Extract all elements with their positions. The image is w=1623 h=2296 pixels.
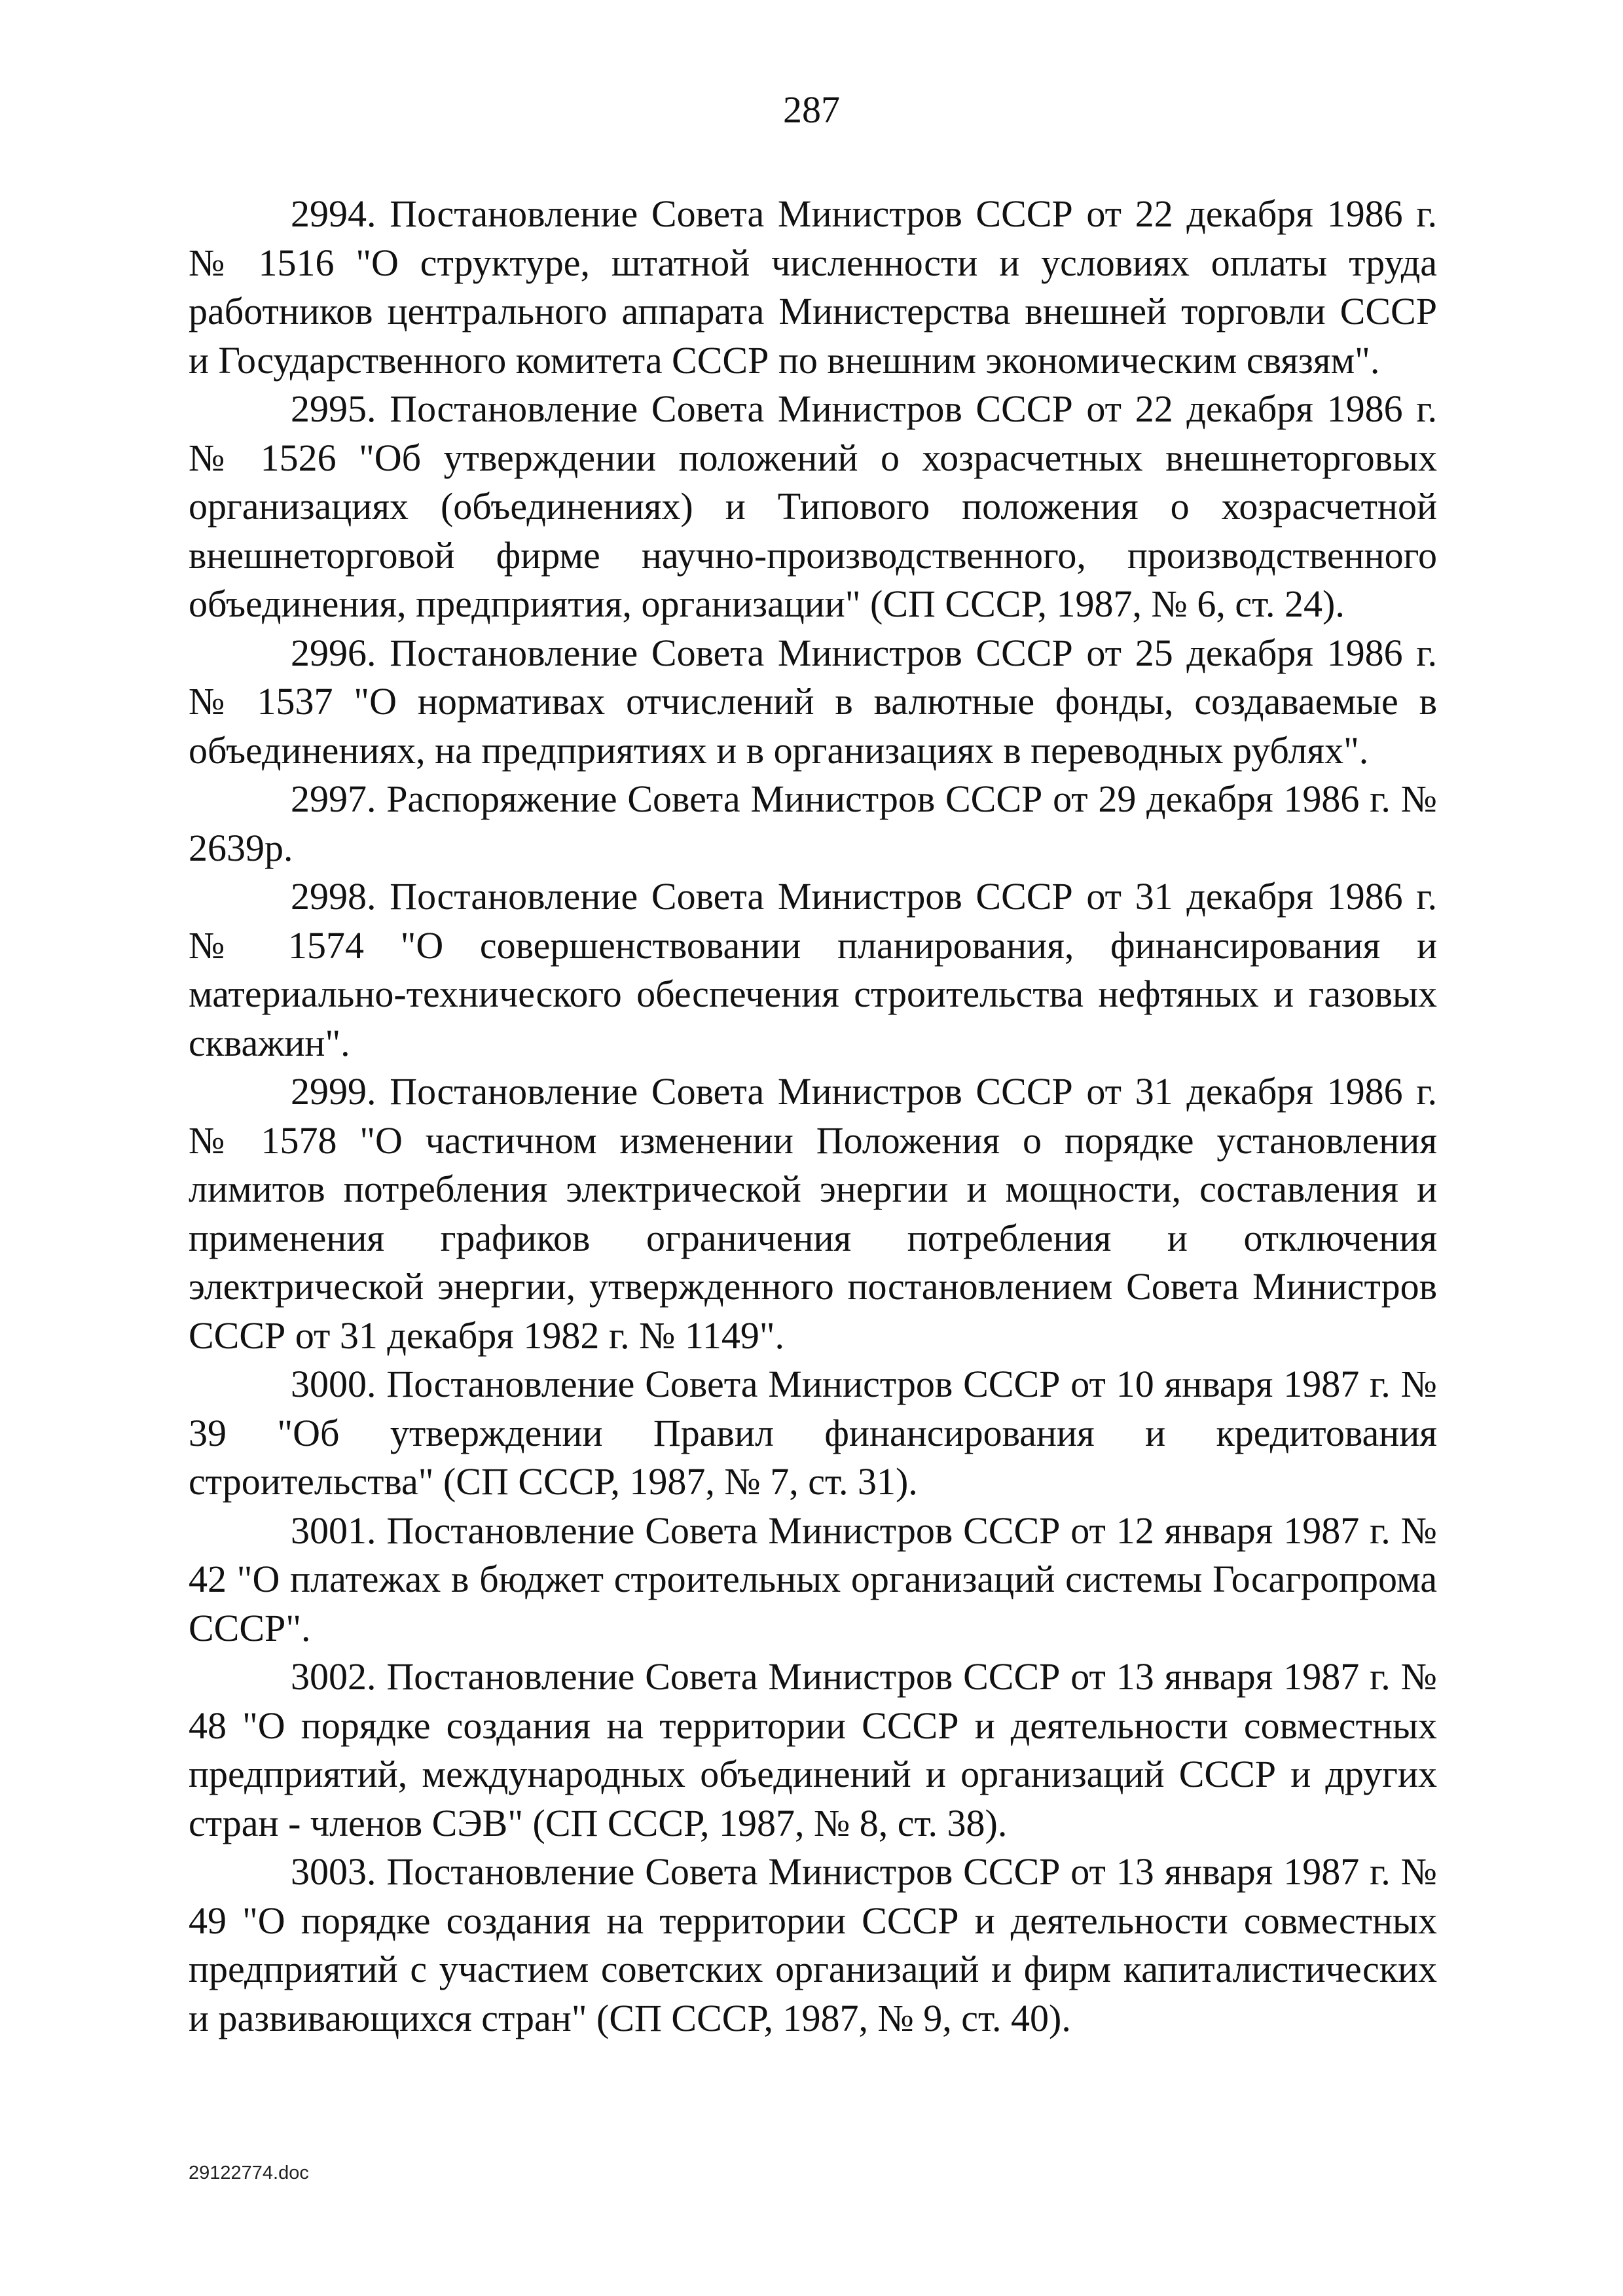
document-body [189, 190, 1437, 2043]
entry-3002: 3002. Постановление Совета Министров СССР от 13 января 1987 г. № 48 "О порядке создания на территории СССР и деятельности совместных предприятий, международных объединений и организаций СССР и других стран - членов СЭВ" (СП СССР, 1987, № 8, ст. 38). [189, 1655, 1437, 1844]
entry-2999: 2999. Постановление Совета Министров СССР от 31 декабря 1986 г. № 1578 "О частичном изменении Положения о порядке установления лимитов потребления электрической энергии и мощности, составления и применения графиков ограничения потребления и отключения электрической энергии, утвержденного постановлением Совета Министров СССР от 31 декабря 1982 г. № 1149". [189, 1070, 1437, 1357]
entry-2997: 2997. Распоряжение Совета Министров СССР от 29 декабря 1986 г. № 2639р. [189, 778, 1437, 869]
entry-2996: 2996. Постановление Совета Министров СССР от 25 декабря 1986 г. № 1537 "О нормативах отчислений в валютные фонды, создаваемые в объединениях, на предприятиях и в организациях в переводных рублях". [189, 631, 1437, 772]
page-number: 287 [783, 88, 840, 131]
footer-filename: 29122774.doc [189, 2162, 309, 2183]
entry-3001: 3001. Постановление Совета Министров СССР от 12 января 1987 г. № 42 "О платежах в бюджет строительных организаций системы Госагропрома СССР". [189, 1509, 1437, 1649]
entry-2995: 2995. Постановление Совета Министров СССР от 22 декабря 1986 г. № 1526 "Об утверждении положений о хозрасчетных внешнеторговых организациях (объединениях) и Типового положения о хозрасчетной внешнеторговой фирме научно-производственного, производственного объединения, предприятия, организации" (СП СССР, 1987, № 6, ст. 24). [189, 387, 1437, 625]
entry-2994: 2994. Постановление Совета Министров СССР от 22 декабря 1986 г. № 1516 "О структуре, штатной численности и условиях оплаты труда работников центрального аппарата Министерства внешней торговли СССР и Государственного комитета СССР по внешним экономическим связям". [189, 192, 1437, 382]
entry-3003: 3003. Постановление Совета Министров СССР от 13 января 1987 г. № 49 "О порядке создания на территории СССР и деятельности совместных предприятий с участием советских организаций и фирм капиталистических и развивающихся стран" (СП СССР, 1987, № 9, ст. 40). [189, 1850, 1437, 2039]
entry-3000: 3000. Постановление Совета Министров СССР от 10 января 1987 г. № 39 "Об утверждении Правил финансирования и кредитования строительства" (СП СССР, 1987, № 7, ст. 31). [189, 1363, 1437, 1503]
entry-2998: 2998. Постановление Совета Министров СССР от 31 декабря 1986 г. № 1574 "О совершенствовании планирования, финансирования и материально-технического обеспечения строительства нефтяных и газовых скважин". [189, 875, 1437, 1064]
